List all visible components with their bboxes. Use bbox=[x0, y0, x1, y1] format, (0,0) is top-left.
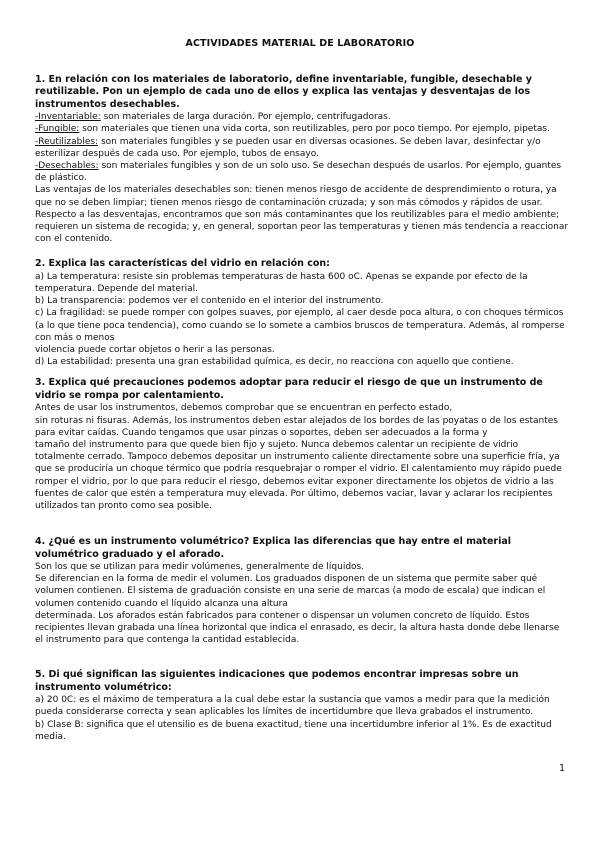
document-title: ACTIVIDADES MATERIAL DE LABORATORIO bbox=[185, 38, 415, 49]
question-4-heading: 4. ¿Qué es un instrumento volumétrico? Explica las diferencias que hay entre el material volumétrico graduado y el aforado. bbox=[35, 536, 512, 560]
answer-line: que se produciría un choque térmico que podría resquebrajar o romper el vidrio. El calentamiento muy rápido puede romper el vidrio, por lo que para reducir el riesgo, debemos evitar exponer directamente los objetos de vidrio a las fuentes de calor que estén a temperatura muy elevada. Por último, debemos vaciar, lavar y aclarar los recipientes utilizados tan pronto como sea posible. bbox=[35, 464, 562, 511]
answer-line: a) La temperatura: resiste sin problemas temperaturas de hasta 600 oC. Apenas se expande por efecto de la temperatura. Depende del material. bbox=[35, 271, 528, 295]
term-desechables: -Desechables: bbox=[35, 161, 99, 172]
answer-line: b) Clase B: significa que el utensilio es de buena exactitud, tiene una incertidumbre inferior al 1%. Es de exactitud media. bbox=[35, 719, 552, 742]
question-5 bbox=[35, 669, 570, 743]
answer-line: determinada. Los aforados están fabricados para contener o dispensar un volumen concreto de líquido. Estos recipientes llevan grabada una línea horizontal que indica el enrasado, es decir, la altura hasta donde debe llenarse el instrumento para que contenga la cantidad establecida. bbox=[35, 610, 560, 646]
definition-desechables bbox=[35, 160, 570, 184]
question-3-heading: 3. Explica qué precauciones podemos adoptar para reducir el riesgo de que un instrumento de vidrio se rompa por calentamiento. bbox=[35, 377, 543, 401]
term-fungible: -Fungible: bbox=[35, 124, 80, 135]
definition-inventariable bbox=[35, 111, 570, 123]
answer-line: sin roturas ni fisuras. Además, los instrumentos deben estar alejados de los bordes de las poyatas o de los estantes para evitar caídas. Cuando tengamos que usar pinzas o soportes, deben ser adecuados a la forma y bbox=[35, 415, 558, 438]
answer-line: d) La estabilidad: presenta una gran estabilidad química, es decir, no reacciona con aquello que contiene. bbox=[35, 357, 514, 368]
answer-line: Son los que se utilizan para medir volúmenes, generalmente de líquidos. bbox=[35, 561, 365, 572]
answer-line: tamaño del instrumento para que quede bien fijo y sujeto. Nunca debemos calentar un recipiente de vidrio totalmente cerrado. Tampoco debemos depositar un instrumento caliente directamente sobre una superficie fría, ya bbox=[35, 439, 560, 463]
definition-text: son materiales fungibles y se pueden usar en diversas ocasiones. Se deben lavar, desinfectar y/o esterilizar después de cada uso. Por ejemplo, tubos de ensayo. bbox=[35, 136, 541, 159]
question-4 bbox=[35, 536, 570, 646]
answer-line: Antes de usar los instrumentos, debemos comprobar que se encuentran en perfecto estado, bbox=[35, 403, 453, 414]
answer-line: violencia puede cortar objetos o herir a las personas. bbox=[35, 345, 275, 356]
document-body bbox=[35, 74, 570, 743]
question-2 bbox=[35, 258, 570, 368]
answer-line: a) 20 0C: es el máximo de temperatura a la cual debe estar la sustancia que vamos a medir para que la medición pueda considerarse correcta y sean aplicables los límites de incertidumbre que lleva grabados el instrumento. bbox=[35, 695, 550, 718]
question-1 bbox=[35, 74, 570, 245]
question-3 bbox=[35, 377, 570, 512]
definition-text: son materiales fungibles y son de un solo uso. Se desechan después de usarlos. Por ejemplo, guantes de plástico. bbox=[35, 161, 562, 184]
question-2-heading: 2. Explica las características del vidrio en relación con: bbox=[35, 258, 330, 270]
question-1-heading: 1. En relación con los materiales de laboratorio, define inventariable, fungible, desechable y reutilizable. Pon un ejemplo de cada uno de ellos y explica las ventajas y desventajas de los instrumentos desechables. bbox=[35, 74, 532, 110]
advantages-paragraph: Las ventajas de los materiales desechables son: tienen menos riesgo de accidente de desprendimiento o rotura, ya que no se deben limpiar; tienen menos riesgo de contaminación cruzada; y son más cómodos y rápidos de usar. Respecto a las desventajas, encontramos que son más contaminantes que los reutilizables para el medio ambiente; requieren un sistema de recogida; y, en general, soportan peor las temperaturas y tienen más tendencia a reaccionar con el contenido. bbox=[35, 185, 569, 245]
answer-line: Se diferencian en la forma de medir el volumen. Los graduados disponen de un sistema que permite saber qué volumen contienen. El sistema de graduación consiste en una serie de marcas (a modo de escala) que indican el volumen contenido cuando el líquido alcanza una altura bbox=[35, 574, 546, 609]
definition-reutilizables bbox=[35, 136, 570, 160]
answer-line: c) La fragilidad: se puede romper con golpes suaves, por ejemplo, al caer desde poca altura, o con choques térmicos (a lo que tiene poca tendencia), como cuando se lo somete a cambios bruscos de temperatura. Además, al romperse con más o menos bbox=[35, 308, 565, 343]
question-5-heading: 5. Di qué significan las siguientes indicaciones que podemos encontrar impresas sobre un instrumento volumétrico: bbox=[35, 669, 519, 693]
answer-line: b) La transparencia: podemos ver el contenido en el interior del instrumento. bbox=[35, 296, 384, 307]
definition-text: son materiales de larga duración. Por ejemplo, centrifugadoras. bbox=[100, 112, 391, 123]
definition-fungible bbox=[35, 123, 570, 135]
page-number: 1 bbox=[558, 763, 565, 774]
term-inventariable: -Inventariable: bbox=[35, 112, 101, 123]
term-reutilizables: -Reutilizables: bbox=[35, 136, 99, 147]
definition-text: son materiales que tienen una vida corta, son reutilizables, pero por poco tiempo. Por ejemplo, pipetas. bbox=[79, 124, 550, 135]
